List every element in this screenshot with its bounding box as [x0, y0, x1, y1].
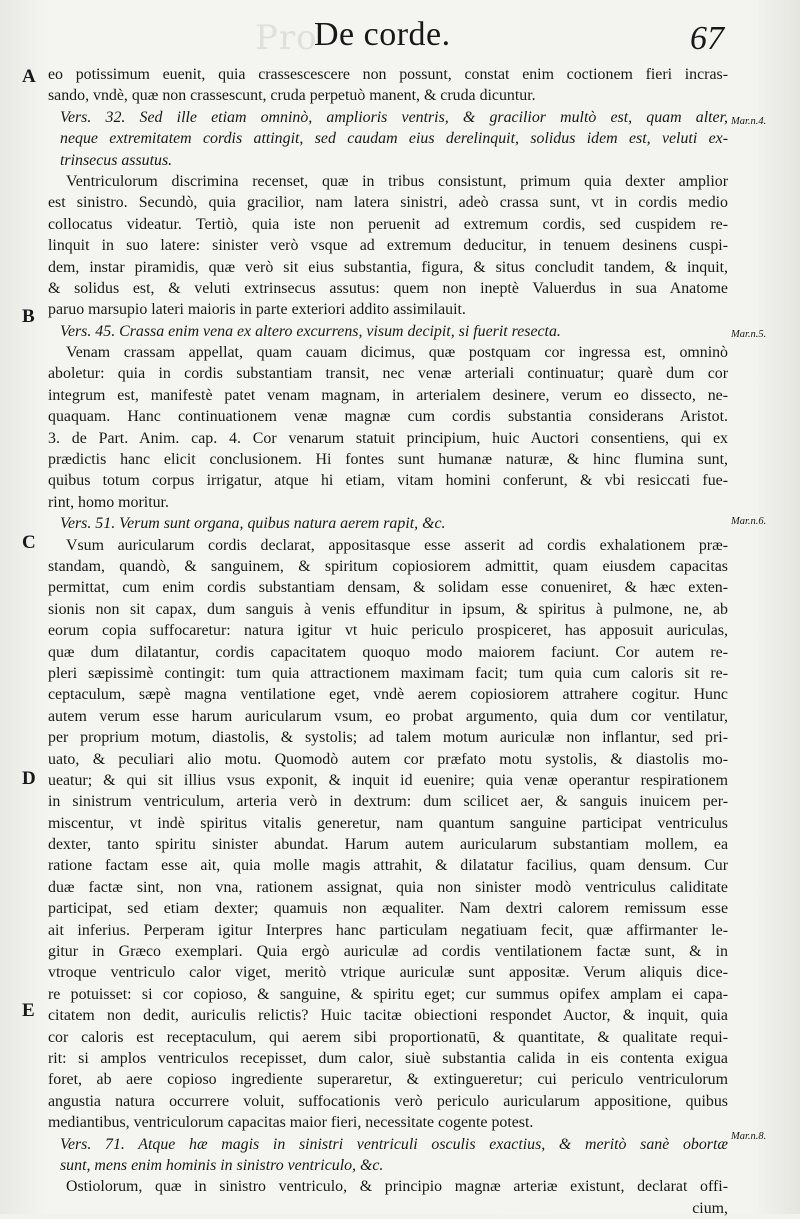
text-line: ceptaculum, sæpè magna ventilatione eget, vndè aerem copiosiorem attrahere cogitur. Hunc — [48, 686, 728, 704]
text-line: dem, instar piramidis, quæ verò sit eius substantia, figura, & situs concludit tandem, & inquit, — [48, 258, 728, 276]
margin-letter: B — [22, 306, 35, 327]
text-line: ratione factam esse ait, quia molle magis attrahit, & dilatatur facilius, quam densum. Cur — [48, 857, 728, 875]
text-line: Ventriculorum discrimina recenset, quæ in tribus consistunt, primum quia dexter amplior — [66, 172, 728, 190]
text-line: pleri sæpissimè contingit: tum quia attractionem maximam facit; tum quia cum caloris sit re- — [48, 664, 728, 682]
text-line: duæ factæ sint, non vna, rationem assignat, quia non sinister modò ventriculus caliditate — [48, 878, 728, 896]
text-line: sionis non sit capax, dum sanguis à venis effunditur in ipsum, & spiritus à pulmone, ne, ab — [48, 600, 728, 618]
text-line: Ostiolorum, quæ in sinistro ventriculo, & principio magnæ arteriæ existunt, declarat offi- — [66, 1178, 728, 1196]
text-line: autem verum esse harum auricularum vsum, eo probat argumento, quia dum cor ventilatur, — [48, 707, 728, 725]
text-line: vtroque ventriculo calor viget, meritò vtrique auriculæ sunt appositæ. Verum aliquis dice- — [48, 964, 728, 982]
text-line: ait inferius. Perperam igitur Interpres hanc particulam negatiuam fecit, quæ affirmanter le- — [48, 921, 728, 939]
margin-note: Mar.n.5. — [731, 329, 767, 340]
verse-line: Vers. 71. Atque hæ magis in sinistri ventriculi osculis exactius, & meritò sanè obortæ — [60, 1135, 728, 1153]
text-line: mediantibus, ventriculorum capacitas maior fieri, necessitate cogente potest. — [48, 1114, 534, 1132]
verse-line: Vers. 45. Crassa enim vena ex altero excurrens, visum decipit, si fuerit resecta. — [60, 322, 561, 340]
text-line: dexter, tanto spiritu sinister abundat. Harum autem auricularum substantiam mollem, ea — [48, 836, 728, 854]
text-line: & solidus est, & veluti extrinsecus assutus: quem non ineptè Valuerdus in sua Anatome — [48, 279, 728, 297]
text-line: Venam crassam appellat, quam cauam dicimus, quæ postquam cor ingressa est, omninò — [66, 344, 728, 362]
page-number: 67 — [690, 20, 724, 57]
text-line: permittat, cum enim cordis substantiam densam, & solidam esse conueniret, & hæc exten- — [48, 579, 728, 597]
margin-note: Mar.n.4. — [731, 116, 767, 127]
text-line: collocatus videatur. Tertiò, quia iste non peruenit ad extremum cordis, sed cuspidem re- — [48, 215, 728, 233]
text-line: rint, homo moritur. — [48, 493, 169, 511]
text-line: gitur in Græco exemplari. Quia ergò auriculæ ad cordis ventilationem factæ sunt, & in — [48, 943, 728, 961]
text-line: quibus totum corpus irrigatur, atque hi etiam, vitam homini conferunt, & vbi resiccati fue- — [48, 472, 728, 490]
text-line: citatem non dedit, auriculis relictis? Huic tacitæ obiectioni respondet Auctor, & inquit, quia — [48, 1007, 728, 1025]
text-line: quæ dum dilatantur, cordis capacitatem quoquo modo maiorem faciunt. Cor autem re- — [48, 643, 728, 661]
text-line: rit: si amplos ventriculos recepisset, dum calor, siuè substantia calida in eis contenta exigua — [48, 1049, 728, 1067]
text-line: ueatur; & qui sit illius vsus exponit, & inquit id euenire; quia venæ operantur respirationem — [48, 771, 728, 789]
margin-letter: D — [22, 768, 36, 789]
text-line: cium, — [692, 1199, 728, 1217]
text-line: sando, vndè, quæ non crassescunt, cruda perpetuò manent, & cruda dicuntur. — [48, 87, 536, 105]
margin-note: Mar.n.8. — [731, 1131, 767, 1142]
text-line: angustia natura occurrere voluit, suffocationis verò periculo auricularum appositione, quibus — [48, 1092, 728, 1110]
text-line: est sinistro. Secundò, quia gracilior, nam latera sinistri, adeò crassa sunt, vt in cordis medio — [48, 194, 728, 212]
text-line: uato, & peculiari alio motu. Quomodò autem cor præfato motu systolis, & diastolis mo- — [48, 750, 728, 768]
margin-note: Mar.n.6. — [731, 516, 767, 527]
text-line: cor caloris est receptaculum, qui aerem sibi proportionatū, & quantitate, & qualitate requi- — [48, 1028, 728, 1046]
text-line: quaquam. Hanc continuationem venæ magnæ cum cordis substantia considerans Aristot. — [48, 408, 728, 426]
text-line: linquit in suo latere: sinister verò vsque ad extremum deducitur, in tenuem desinens cuspi- — [48, 237, 728, 255]
text-line: in sinistrum ventriculum, arteria verò in dextrum: dum scilicet aer, & sanguis inuicem per- — [48, 793, 728, 811]
show-through-text: Pro — [255, 18, 318, 58]
text-line: paruo marsupio lateri maioris in parte exteriori addito assimilauit. — [48, 301, 466, 319]
text-line: prædictis hanc elicit conclusionem. Hi fontes sunt humanæ naturæ, & hinc flumina sunt, — [48, 451, 728, 469]
text-line: standam, quandò, & sanguinem, & spiritum copiosiorem admittit, quam eiusdem capacitas — [48, 557, 728, 575]
text-line: miscentur, vt indè spiritus vitalis generetur, nam quantum sanguine participat ventriculus — [48, 814, 728, 832]
margin-letter: C — [22, 532, 36, 553]
verse-line: trinsecus assutus. — [60, 151, 173, 169]
text-line: re potuisset: si cor copioso, & sanguine, & spiritu eget; cur summus opifex amplam ei capa- — [48, 985, 728, 1003]
text-line: participat, sed etiam dexter; quamuis non æqualiter. Nam dextri calorem remissum esse — [48, 900, 728, 918]
body-text — [48, 64, 728, 1219]
verse-line: Vers. 32. Sed ille etiam omninò, amplioris ventris, & gracilior multò est, quam alter, — [60, 108, 728, 126]
verse-line: sunt, mens enim hominis in sinistro ventriculo, &c. — [60, 1156, 384, 1174]
verse-line: Vers. 51. Verum sunt organa, quibus natura aerem rapit, &c. — [60, 515, 446, 533]
text-line: eorum copia suffocaretur: natura igitur vt huic periculo prospiceret, has apposuit auriculas, — [48, 622, 728, 640]
text-line: 3. de Part. Anim. cap. 4. Cor venarum statuit principium, huic Auctori consentiens, qui ex — [48, 429, 728, 447]
verse-line: neque extremitatem cordis attingit, sed caudam eius derelinquit, solidus idem est, veluti ex- — [60, 130, 728, 148]
text-line: integrum est, manifestè patet venam magnam, in arterialem desinere, verum eo dissecto, ne- — [48, 386, 728, 404]
margin-letter: A — [22, 66, 36, 87]
text-line: foret, ab aere copioso ingrediente superaretur, & extingueretur; cui periculo ventriculorum — [48, 1071, 728, 1089]
text-line: aboletur: quia in cordis substantiam transit, nec venæ arteriali continuatur; quarè dum cor — [48, 365, 728, 383]
text-line: per proprium motum, diastolis, & systolis; ad talem motum auriculæ non inflantur, sed pri- — [48, 729, 728, 747]
running-title: De corde. — [314, 16, 451, 53]
margin-letter: E — [22, 1000, 35, 1021]
text-line: eo potissimum euenit, quia crassescescere non possunt, constat enim coctionem fieri incras- — [48, 66, 728, 83]
text-line: Vsum auricularum cordis declarat, appositasque esse asserit ad cordis exhalationem præ- — [66, 536, 728, 554]
